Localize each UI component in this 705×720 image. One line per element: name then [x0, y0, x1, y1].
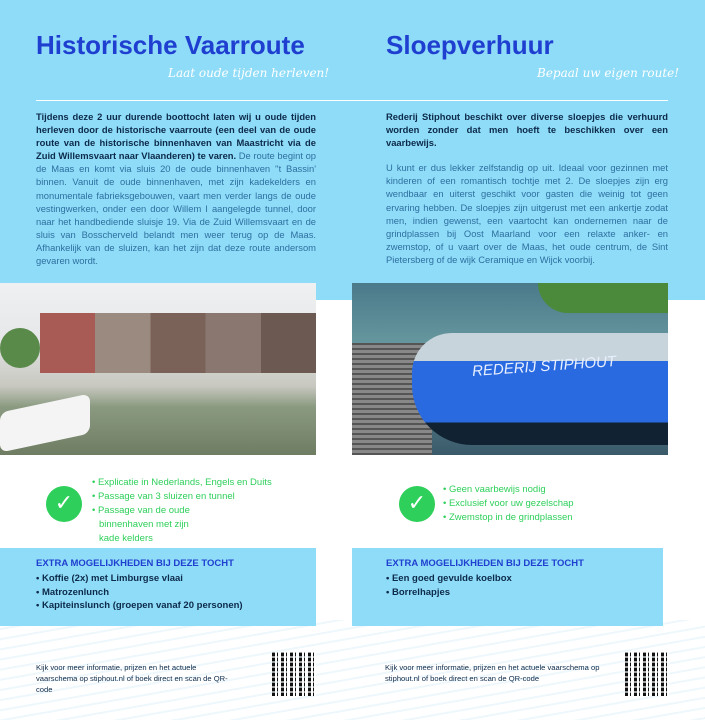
- left-intro: Tijdens deze 2 uur durende boottocht laten wij u oude tijden herleven door de historische vaarroute (een deel van de oude route van de historische binnenhaven van Maastricht via de Zuid Willemsvaart naar Vlaanderen) te varen.: [36, 111, 316, 162]
- feature-item: • Explicatie in Nederlands, Engels en Duits: [92, 477, 272, 488]
- checkmark-icon: ✓: [46, 486, 82, 522]
- right-subtitle: Bepaal uw eigen route!: [537, 66, 680, 80]
- right-footer-text: Kijk voor meer informatie, prijzen en het actuele vaarschema op stiphout.nl of boek direct en scan de QR-code: [385, 663, 600, 683]
- divider: [352, 100, 668, 101]
- checkmark-icon: ✓: [399, 486, 435, 522]
- right-body-text: U kunt er dus lekker zelfstandig op uit. Ideaal voor gezinnen met kinderen of een romantisch tochtje met 2. De sloepjes zijn erg wendbaar en uiterst geschikt voor gasten die weinig tot geen ervaring hebben. De sloepjes zijn uitgerust met een ankertje zodat men, indien gewenst, een vaartocht kan ondernemen naar de grindplassen bij Oost Maarland voor een relaxte anker- en zwemstop, of u vaart over de Maas, het oude centrum, de Sint Pietersberg of de wijk Ceramique en Wijck voorbij.: [386, 162, 668, 265]
- right-title: Sloepverhuur: [386, 30, 554, 60]
- boat-lettering: REDERIJ STIPHOUT: [471, 352, 617, 381]
- maastricht-harbour-photo: [0, 283, 316, 455]
- extra-item: • Een goed gevulde koelbox: [386, 572, 663, 586]
- feature-item: • Passage van 3 sluizen en tunnel: [92, 491, 235, 502]
- extra-item: • Matrozenlunch: [36, 586, 316, 600]
- qr-code[interactable]: [272, 652, 316, 696]
- feature-item: • Geen vaarbewijs nodig: [443, 484, 546, 495]
- extras-heading: EXTRA MOGELIJKHEDEN BIJ DEZE TOCHT: [36, 558, 234, 569]
- left-features: [92, 476, 312, 546]
- feature-item: • Zwemstop in de grindplassen: [443, 512, 573, 523]
- extra-item: • Borrelhapjes: [386, 586, 663, 600]
- left-subtitle: Laat oude tijden herleven!: [168, 66, 330, 80]
- left-body-text: De route begint op de Maas en komt via sluis 20 de oude binnenhaven ''t Bassin' binnen. Vanuit de oude binnenhaven, met zijn kadekelders en monumentale fabrieksgebouwen, vaart men verder langs de oude vestingwerken, onder een door Willem I aangelegde tunnel, door naar het handbediende sluisje 19. Via de Zuid Willemsvaart en de sluis van Bosscherveld belandt men weer terug op de Maas. Afhankelijk van de sluizen, kan het zijn dat deze route andersom gevaren wordt.: [36, 150, 316, 267]
- extras-heading: EXTRA MOGELIJKHEDEN BIJ DEZE TOCHT: [386, 558, 584, 569]
- right-features: [443, 483, 663, 525]
- qr-code[interactable]: [625, 652, 669, 696]
- left-title: Historische Vaarroute: [36, 30, 305, 60]
- feature-item: • Exclusief voor uw gezelschap: [443, 498, 574, 509]
- left-footer-text: Kijk voor meer informatie, prijzen en het actuele vaarschema op stiphout.nl of boek direct en scan de QR-code: [36, 663, 228, 694]
- right-extras-box: [352, 548, 663, 626]
- extra-item: • Koffie (2x) met Limburgse vlaai: [36, 572, 316, 586]
- feature-item: • Passage van de oude binnenhaven met zijn kade kelders: [92, 505, 190, 544]
- right-body: [386, 110, 668, 266]
- right-intro: Rederij Stiphout beschikt over diverse sloepjes die verhuurd worden zonder dat men hoeft te beschikken over een vaarbewijs.: [386, 111, 668, 149]
- sloep-boat-photo: [352, 283, 668, 455]
- divider: [36, 100, 352, 101]
- left-body: [36, 110, 316, 267]
- extra-item: • Kapiteinslunch (groepen vanaf 20 personen): [36, 599, 316, 613]
- left-extras-box: [0, 548, 316, 626]
